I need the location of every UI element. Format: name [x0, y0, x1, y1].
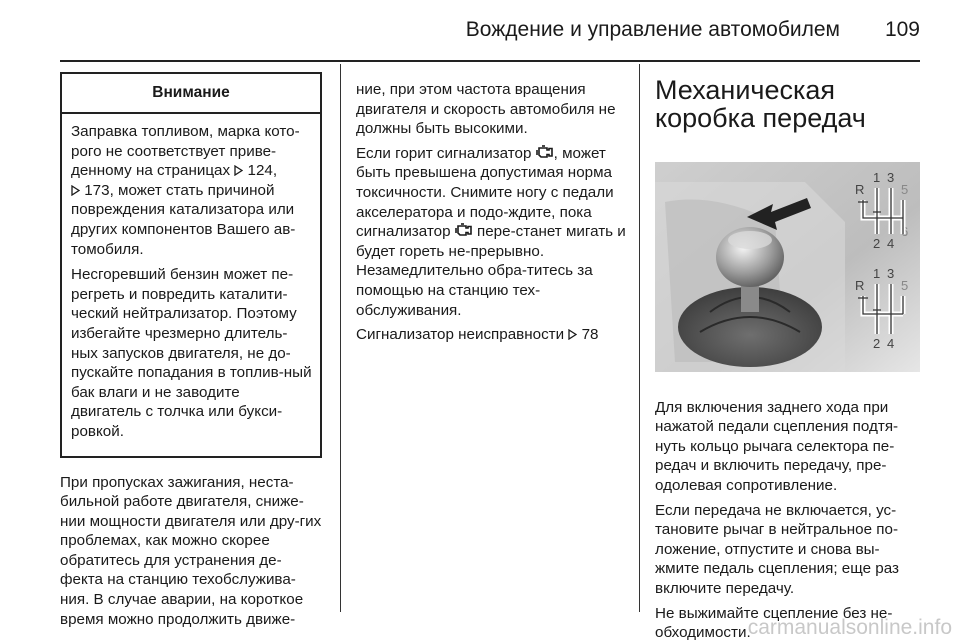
warning-heading: Внимание	[62, 74, 320, 114]
gear-label: 1	[873, 266, 881, 281]
gear-label: 3	[887, 266, 895, 281]
warning-paragraph: Несгоревший бензин может пе-регреть и повредить каталити-ческий нейтрализатор. Поэтому избегайте чрезмерно длитель-ных запусков двигателя, не до-пускайте попадания в топлив-ный бак влаги и не заводите двигатель с толчка или букси-ровкой.	[71, 266, 312, 440]
body-paragraph: Сигнализатор неисправности 78	[356, 326, 599, 344]
body-paragraph: При пропусках зажигания, неста-бильной работе двигателя, сниже-нии мощности двигателя или дру-гих проблемах, как можно скорее обратитесь для устранения де-фекта на станцию техобслужива-ния. В случае аварии, на короткое время можно продолжить движе-	[60, 473, 322, 628]
gear-label: 6	[901, 224, 909, 239]
section-title: Механическая коробка передач	[655, 75, 866, 133]
gear-label: 5	[901, 278, 909, 293]
body-paragraph: Если горит сигнализатор , может быть превышена допустимая норма токсичности. Снимите ногу с педали акселератора и подо-ждите, пока сигнализатор пере-станет мигать и будет гореть не-прерывно. Незамедлительно обра-титесь за помощью на станцию тех-обслуживания.	[356, 144, 626, 319]
column-2	[356, 62, 626, 350]
section-body	[655, 398, 920, 642]
gearshift-illustration	[655, 162, 920, 372]
gear-label: 3	[887, 170, 895, 185]
warning-body	[62, 114, 320, 456]
warning-paragraph: Заправка топливом, марка кото-рого не соответствует приве-денному на страницах 124, 173, может стать причиной повреждения катализатора или других компонентов Вашего ав-томобиля.	[71, 123, 300, 258]
gear-label: 5	[901, 182, 909, 197]
column-3	[655, 62, 920, 642]
gear-label: 4	[887, 336, 895, 351]
engine-lamp-icon	[455, 222, 473, 238]
gear-label: R	[855, 182, 865, 197]
body-paragraph: ние, при этом частота вращения двигателя и скорость автомобиля не должны быть высокими.	[356, 81, 616, 138]
page-header	[60, 14, 920, 50]
body-paragraph: Если передача не включается, ус-тановите рычаг в нейтральное по-ложение, отпустите и снова вы-жмите педаль сцепления; еще раз включите передачу.	[655, 501, 899, 597]
page-reference[interactable]: 124	[247, 162, 273, 180]
gear-label: 2	[873, 236, 881, 251]
page-reference[interactable]: 173	[84, 181, 110, 199]
gear-label: 4	[887, 236, 895, 251]
engine-lamp-icon	[536, 144, 554, 160]
body-paragraph: Для включения заднего хода при нажатой педали сцепления подтя-нуть кольцо рычага селектора пе-редач и включить передачу, пре-одолевая сопротивление.	[655, 398, 899, 494]
triangle-arrow-icon	[568, 329, 577, 340]
column-1	[60, 62, 322, 629]
gear-label: R	[855, 278, 865, 293]
triangle-arrow-icon	[234, 165, 243, 176]
column-divider	[639, 64, 640, 612]
header-title: Вождение и управление автомобилем	[465, 18, 840, 41]
triangle-arrow-icon	[71, 185, 80, 196]
gear-label: 1	[873, 170, 881, 185]
gear-label: 2	[873, 336, 881, 351]
watermark: carmanualsonline.info	[747, 616, 952, 639]
page-number: 109	[884, 18, 920, 41]
body-paragraph: Не выжимайте сцепление без не-обходимости.	[655, 604, 893, 642]
column-divider	[340, 64, 341, 612]
page-reference[interactable]: 78	[581, 326, 599, 344]
warning-box	[60, 72, 322, 458]
